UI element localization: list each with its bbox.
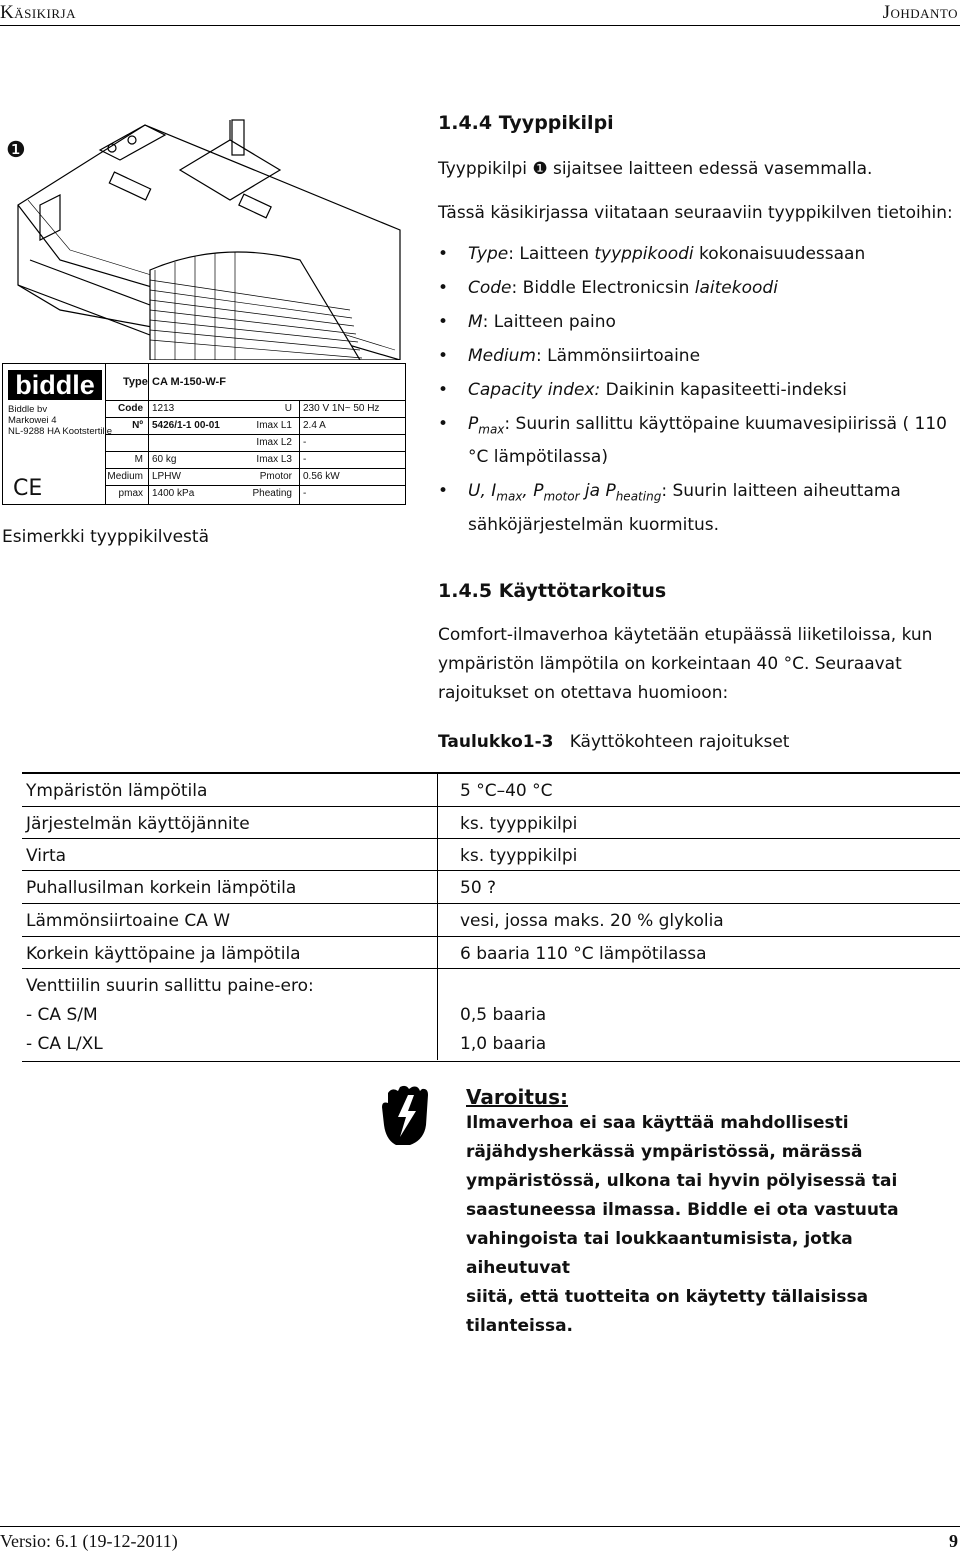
footer-version: Versio: 6.1 (19-12-2011): [0, 1531, 178, 1551]
plate-row-no: Nº 5426/1-1 00-01 Imax L1 2.4 A: [106, 417, 405, 435]
table-row: Korkein käyttöpaine ja lämpötila 6 baaria 110 °C lämpötilassa: [22, 936, 960, 969]
section-145-heading: 1.4.5 Käyttötarkoitus: [438, 580, 667, 602]
plate-address: Biddle bv Markowei 4 NL-9288 HA Kootstertille: [8, 404, 113, 437]
plate-row-type: Type CA M-150-W-F: [123, 376, 226, 388]
table-row: Lämmönsiirtoaine CA W vesi, jossa maks. 20 % glykolia: [22, 903, 960, 937]
page-number: 9: [949, 1531, 958, 1551]
header-left-title: Käsikirja: [0, 2, 77, 23]
table-row: Ympäristön lämpötila 5 °C–40 °C: [26, 781, 553, 801]
device-illustration: [0, 110, 410, 360]
list-item: • M: Laitteen paino: [438, 308, 953, 336]
warning-text: Ilmaverhoa ei saa käyttää mahdollisesti räjähdysherkässä ympäristössä, märässä ympäristössä, ulkona tai hyvin pölyisessä tai saastuneessa ilmassa. Biddle ei ota vastuuta vahingoista tai loukkaantumisista, jotka aiheutuvat siitä, että tuotteita on käytetty tällaisissa tilanteissa.: [466, 1113, 899, 1336]
table-row: Venttiilin suurin sallittu paine-ero: - CA S/M - CA L/XL 0,5 baaria 1,0 baaria: [22, 968, 960, 1062]
tyyppikilpi-list: [438, 240, 953, 545]
plate-row-medium: Medium LPHW Pmotor 0.56 kW: [106, 468, 405, 486]
plate-row-pmax: pmax 1400 kPa Pheating -: [106, 485, 405, 506]
section-144-intro: Tyyppikilpi ❶ sijaitsee laitteen edessä vasemmalla.: [438, 159, 873, 179]
biddle-logo: [8, 370, 102, 400]
callout-marker-inline: ❶: [532, 159, 548, 179]
list-item: • Capacity index: Daikinin kapasiteetti-indeksi: [438, 376, 953, 404]
figure-caption: Esimerkki tyyppikilvestä: [2, 527, 209, 547]
plate-row-mass: M 60 kg Imax L3 -: [106, 451, 405, 469]
list-item: • U, $I_{max}$, $P_{motor}$ ja $P_{heating}$: Suurin laitteen aiheuttama sähköjärjestelmän kuormitus.: [438, 477, 953, 538]
warning-title: Varoitus:: [466, 1085, 569, 1109]
warning-hand-icon: [378, 1085, 436, 1147]
table-row: Virta ks. tyyppikilpi: [22, 838, 960, 871]
header-rule: [0, 25, 960, 26]
list-item: • Medium: Lämmönsiirtoaine: [438, 342, 953, 370]
plate-row-imax-l2: Imax L2 -: [106, 434, 405, 452]
list-item: • Type: Laitteen tyyppikoodi kokonaisuudessaan: [438, 240, 953, 268]
logo-text: biddle: [15, 370, 95, 400]
table-caption: Taulukko1-3 Käyttökohteen rajoitukset: [438, 732, 790, 752]
table-row: Järjestelmän käyttöjännite ks. tyyppikilpi: [22, 806, 960, 839]
plate-row-code: Code 1213 U 230 V 1N~ 50 Hz: [106, 400, 405, 418]
ce-mark: CE: [13, 476, 43, 501]
section-145-paragraph: Comfort-ilmaverhoa käytetään etupäässä liiketiloissa, kun ympäristön lämpötila on korkeintaan 40 °C. Seuraavat rajoitukset on otettava huomioon:: [438, 625, 933, 703]
section-144-heading: 1.4.4 Tyyppikilpi: [438, 112, 614, 134]
footer-rule: [0, 1526, 960, 1527]
nameplate: [2, 363, 406, 505]
callout-marker: ❶: [6, 138, 26, 163]
header-right-title: Johdanto: [882, 2, 958, 23]
list-item: • $P_{max}$: Suurin sallittu käyttöpaine kuumavesipiirissä ( 110 °C lämpötilassa): [438, 410, 953, 471]
section-144-lead: Tässä käsikirjassa viitataan seuraaviin tyyppikilven tietoihin:: [438, 203, 953, 223]
table-row: Puhallusilman korkein lämpötila 50 ?: [22, 870, 960, 904]
plate-grid: [105, 364, 405, 504]
list-item: • Code: Biddle Electronicsin laitekoodi: [438, 274, 953, 302]
